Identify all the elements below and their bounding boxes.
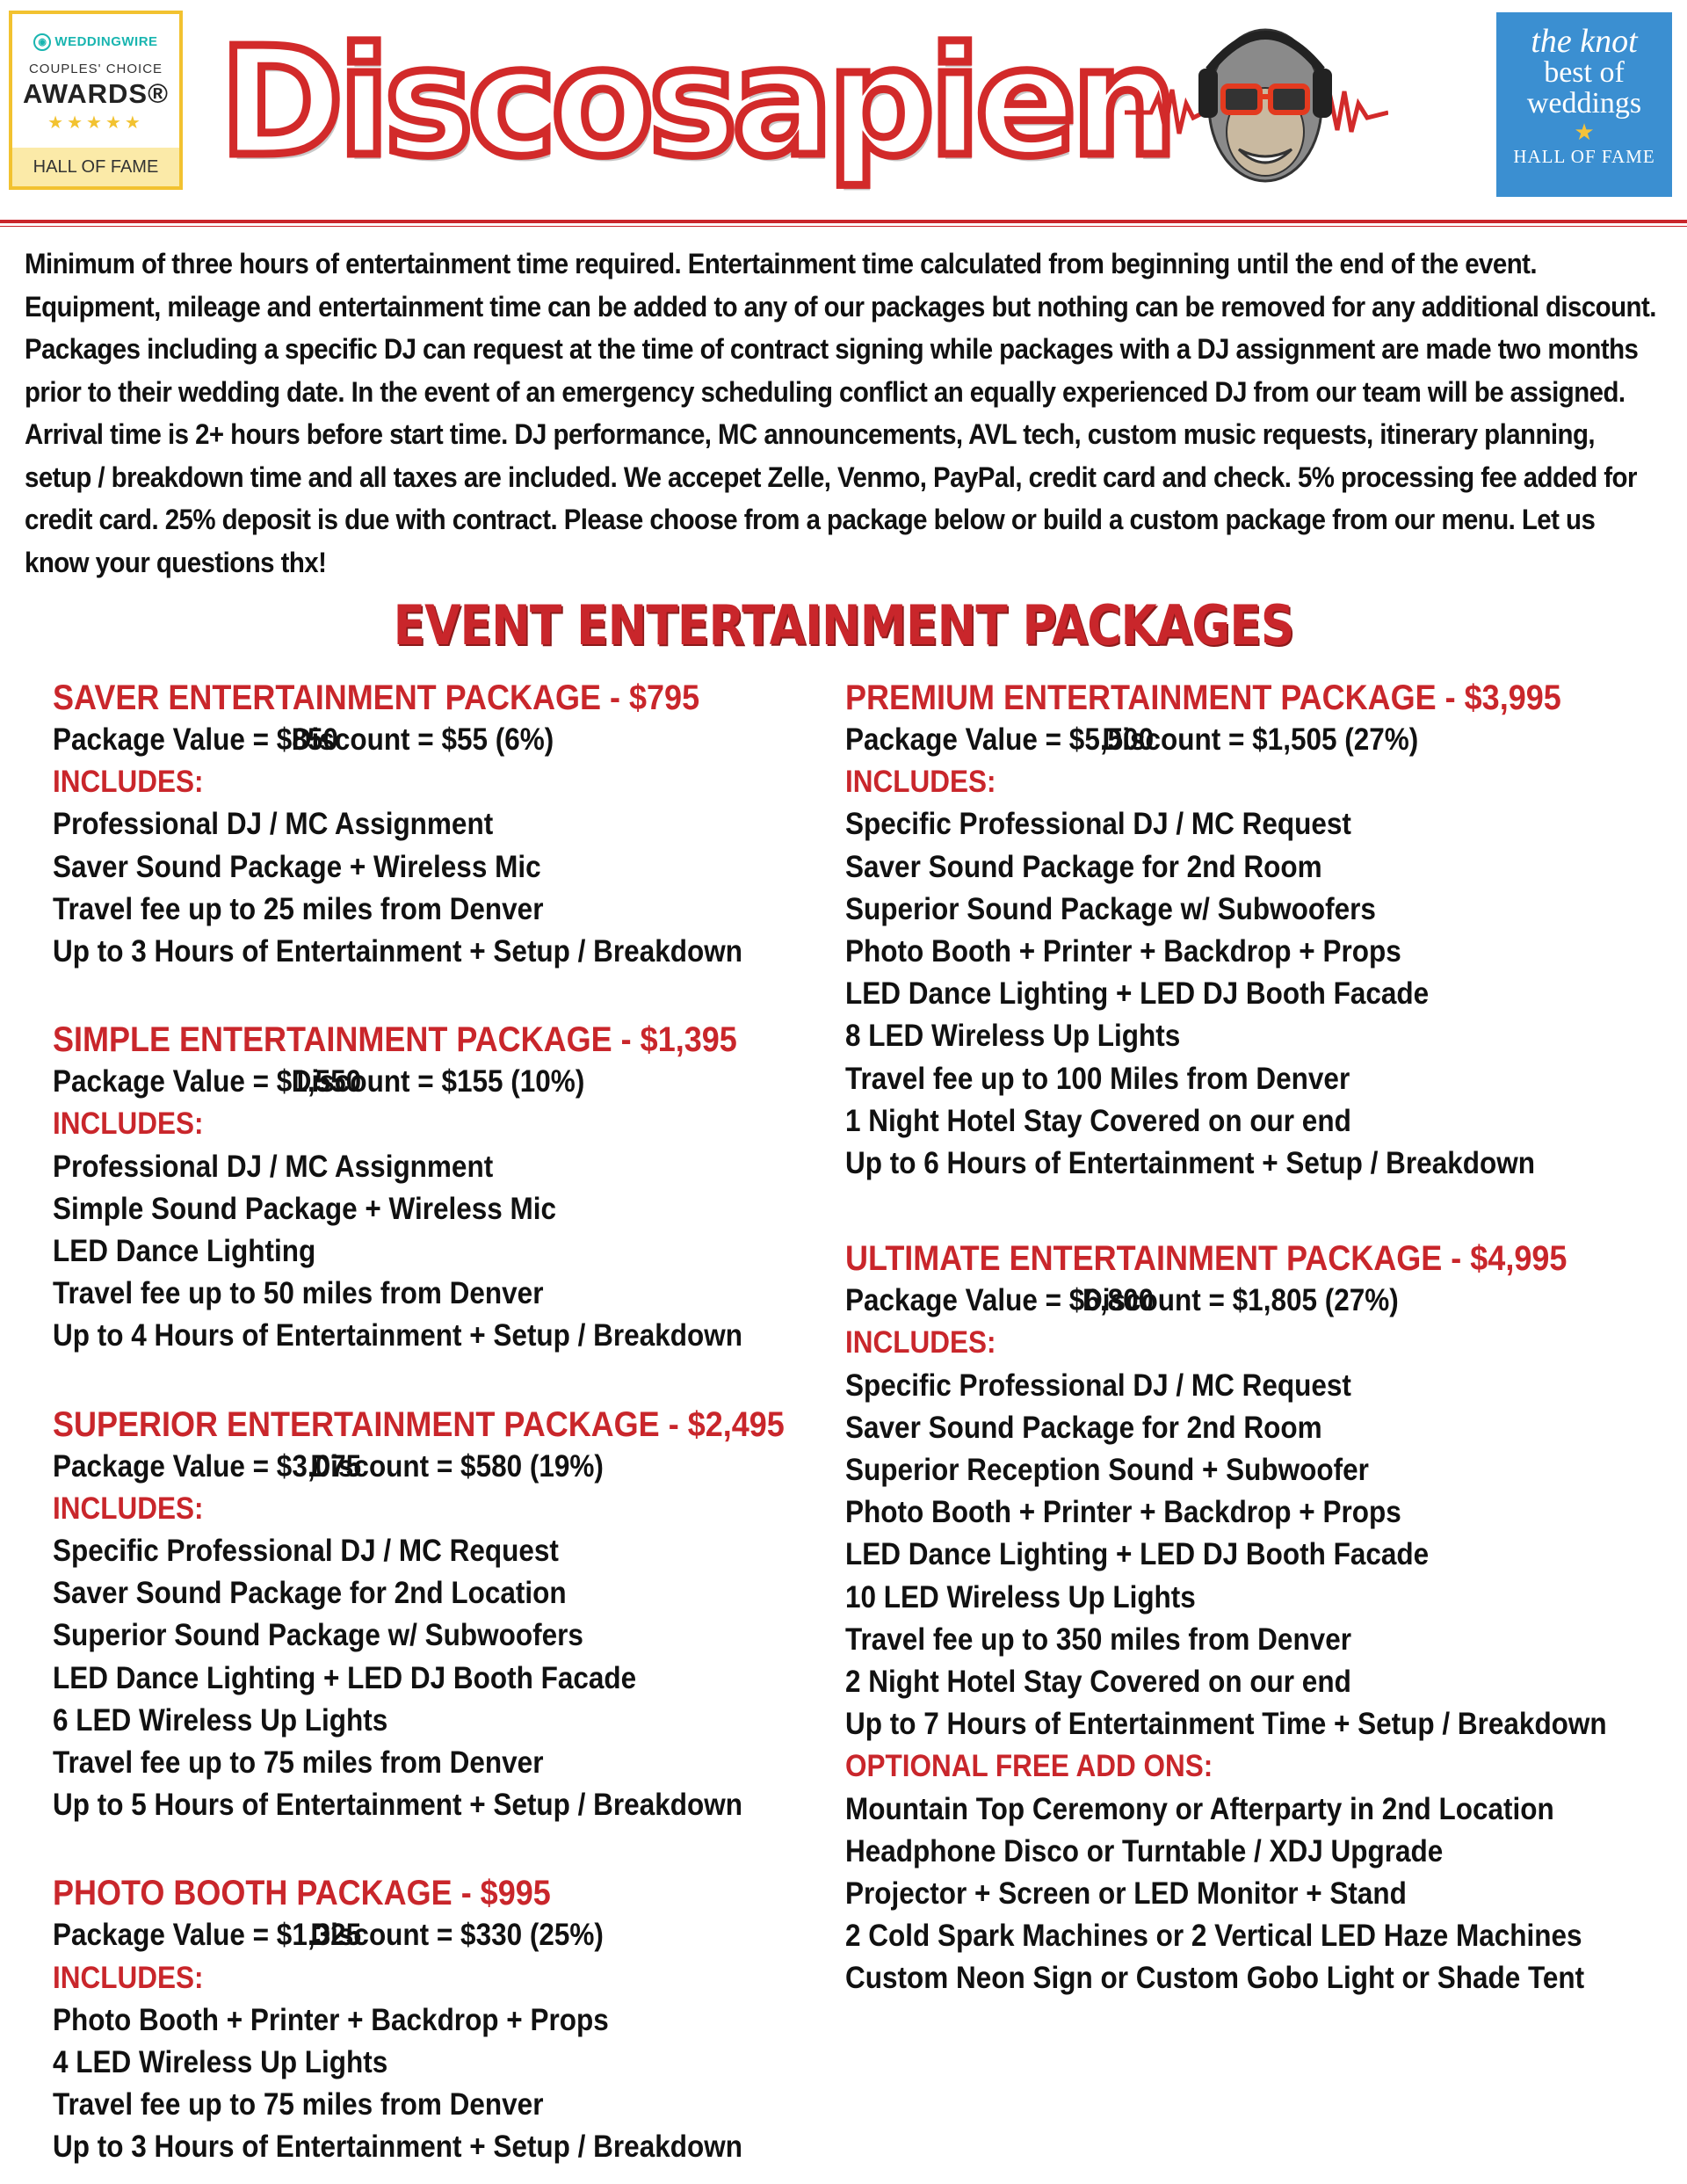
weddingwire-ring-icon: ◉: [33, 33, 51, 51]
package-item: Travel fee up to 25 miles from Denver: [53, 891, 544, 926]
weddingwire-brand: ◉ WEDDINGWIRE: [12, 33, 179, 51]
package-item: Up to 3 Hours of Entertainment + Setup / Breakdown: [53, 2130, 742, 2165]
package-item: Up to 6 Hours of Entertainment + Setup / Breakdown: [845, 1146, 1535, 1181]
includes-label: INCLUDES:: [53, 1491, 204, 1526]
package-item: Up to 3 Hours of Entertainment + Setup / Breakdown: [53, 934, 742, 969]
right-package-column: [845, 677, 1654, 2000]
package-item: Photo Booth + Printer + Backdrop + Props: [845, 934, 1401, 969]
package-value: Package Value = $5,500: [845, 722, 1155, 757]
package-value: Package Value = $1,550: [53, 1064, 362, 1099]
package-discount: Discount = $580 (19%): [310, 1448, 604, 1484]
package-block: [845, 1237, 1654, 1999]
includes-label: INCLUDES:: [845, 765, 996, 800]
package-item: LED Dance Lighting + LED DJ Booth Facade: [53, 1660, 637, 1695]
package-item: Travel fee up to 100 Miles from Denver: [845, 1061, 1350, 1096]
package-value: Package Value = $1,325: [53, 1918, 362, 1953]
includes-label: INCLUDES:: [53, 765, 204, 800]
package-value: Package Value = $850: [53, 722, 338, 757]
package-discount: Discount = $155 (10%): [291, 1064, 585, 1099]
package-item: Up to 5 Hours of Entertainment + Setup / Breakdown: [53, 1788, 742, 1823]
logo-wordmark: Discosapien: [220, 16, 1173, 190]
package-item: Up to 7 Hours of Entertainment Time + Setup / Breakdown: [845, 1707, 1607, 1742]
badge-stars-icon: ★★★★★: [47, 113, 144, 133]
badge-line-couples-choice: COUPLES' CHOICE: [28, 62, 163, 76]
includes-label: INCLUDES:: [53, 1960, 204, 1995]
package-item: Specific Professional DJ / MC Request: [845, 807, 1351, 842]
package-block: [845, 677, 1654, 1185]
package-item: Superior Reception Sound + Subwoofer: [845, 1453, 1369, 1488]
package-item: 1 Night Hotel Stay Covered on our end: [845, 1103, 1351, 1138]
package-item: Travel fee up to 75 miles from Denver: [53, 1745, 544, 1781]
addon-item: 2 Cold Spark Machines or 2 Vertical LED Haze Machines: [845, 1919, 1582, 1954]
package-item: Superior Sound Package w/ Subwoofers: [845, 891, 1376, 926]
includes-label: INCLUDES:: [53, 1107, 204, 1142]
package-item: LED Dance Lighting + LED DJ Booth Facade: [845, 1537, 1430, 1572]
package-block: [53, 1404, 861, 1827]
dj-monkey-mascot-icon: [1125, 9, 1388, 211]
package-discount: Discount = $330 (25%): [310, 1918, 604, 1953]
knot-best-of: best of: [1544, 56, 1625, 89]
addon-item: Projector + Screen or LED Monitor + Stand: [845, 1876, 1407, 1912]
knot-hall-of-fame: HALL OF FAME: [1513, 146, 1655, 167]
package-item: Travel fee up to 50 miles from Denver: [53, 1276, 544, 1311]
package-item: 8 LED Wireless Up Lights: [845, 1019, 1181, 1054]
package-item: Photo Booth + Printer + Backdrop + Props: [845, 1495, 1401, 1530]
package-discount: Discount = $1,805 (27%): [1082, 1283, 1399, 1318]
package-item: Travel fee up to 75 miles from Denver: [53, 2087, 544, 2122]
package-item: 6 LED Wireless Up Lights: [53, 1702, 388, 1738]
package-item: LED Dance Lighting + LED DJ Booth Facade: [845, 976, 1430, 1012]
addon-item: Mountain Top Ceremony or Afterparty in 2nd Location: [845, 1791, 1554, 1826]
header-divider: [0, 220, 1687, 223]
package-title: ULTIMATE ENTERTAINMENT PACKAGE - $4,995: [845, 1239, 1568, 1279]
knot-star-icon: ★: [1574, 119, 1595, 145]
package-item: 10 LED Wireless Up Lights: [845, 1579, 1196, 1614]
package-value: Package Value = $3,075: [53, 1448, 362, 1484]
package-item: Saver Sound Package + Wireless Mic: [53, 849, 541, 884]
package-block: [53, 1019, 861, 1357]
package-value-row: [53, 719, 859, 761]
badge-line-awards: AWARDS®: [23, 78, 169, 109]
the-knot-hall-of-fame-badge: [1496, 12, 1672, 197]
package-item: Simple Sound Package + Wireless Mic: [53, 1191, 557, 1226]
page-title: EVENT ENTERTAINMENT PACKAGES: [393, 593, 1294, 657]
includes-label: INCLUDES:: [845, 1325, 996, 1360]
header: [0, 0, 1687, 220]
weddingwire-award-badge: [9, 11, 183, 190]
package-item: Up to 4 Hours of Entertainment + Setup / Breakdown: [53, 1318, 742, 1353]
package-value-row: [53, 1914, 859, 1956]
package-value-row: [845, 719, 1652, 761]
package-item: Photo Booth + Printer + Backdrop + Props: [53, 2002, 609, 2037]
knot-brand: the knot: [1531, 23, 1638, 60]
knot-weddings: weddings: [1526, 87, 1642, 120]
package-title: SIMPLE ENTERTAINMENT PACKAGE - $1,395: [53, 1020, 737, 1060]
package-value-row: [53, 1061, 859, 1103]
package-title: PHOTO BOOTH PACKAGE - $995: [53, 1874, 551, 1913]
package-value-row: [53, 1446, 859, 1488]
package-item: Professional DJ / MC Assignment: [53, 807, 494, 842]
package-discount: Discount = $1,505 (27%): [1102, 722, 1419, 757]
package-item: Specific Professional DJ / MC Request: [845, 1368, 1351, 1403]
left-package-column: [53, 677, 861, 2169]
package-item: LED Dance Lighting: [53, 1234, 316, 1269]
intro-paragraph: Minimum of three hours of entertainment time required. Entertainment time calculated from beginning until the end of the event. Equipment, mileage and entertainment time can be added to any of our packages but nothing can be removed for any additional discount. Packages including a specific DJ can request at the time of contract signing while packages with a DJ assignment are made two months prior to their wedding date. In the event of an emergency scheduling conflict an equally experienced DJ from our team will be assigned. Arrival time is 2+ hours before start time. DJ performance, MC announcements, AVL tech, custom music requests, itinerary planning, setup / breakdown time and all taxes are included. We accepet Zelle, Venmo, PayPal, credit card and check. 5% processing fee added for credit card. 25% deposit is due with contract. Please choose from a package below or build a custom package from our menu. Let us know your questions thx!: [25, 248, 1656, 578]
package-item: Saver Sound Package for 2nd Room: [845, 849, 1322, 884]
package-discount: Discount = $55 (6%): [291, 722, 554, 757]
package-item: Superior Sound Package w/ Subwoofers: [53, 1618, 583, 1653]
addon-item: Headphone Disco or Turntable / XDJ Upgrade: [845, 1833, 1444, 1868]
package-title: SUPERIOR ENTERTAINMENT PACKAGE - $2,495: [53, 1404, 785, 1444]
package-item: Saver Sound Package for 2nd Location: [53, 1576, 567, 1611]
package-item: Professional DJ / MC Assignment: [53, 1149, 494, 1184]
discosapien-logo: [193, 9, 1213, 202]
addon-item: Custom Neon Sign or Custom Gobo Light or Shade Tent: [845, 1961, 1585, 1996]
package-item: Specific Professional DJ / MC Request: [53, 1534, 559, 1569]
addons-label: OPTIONAL FREE ADD ONS:: [845, 1749, 1213, 1784]
package-title: SAVER ENTERTAINMENT PACKAGE - $795: [53, 678, 700, 717]
package-item: 4 LED Wireless Up Lights: [53, 2045, 388, 2080]
package-block: [53, 677, 861, 973]
package-item: Travel fee up to 350 miles from Denver: [845, 1622, 1351, 1657]
badge-hall-of-fame: HALL OF FAME: [12, 148, 179, 186]
package-item: 2 Night Hotel Stay Covered on our end: [845, 1665, 1351, 1700]
header-divider-thin: [0, 226, 1687, 227]
package-item: Saver Sound Package for 2nd Room: [845, 1410, 1322, 1445]
package-title: PREMIUM ENTERTAINMENT PACKAGE - $3,995: [845, 678, 1561, 717]
package-block: [53, 1872, 861, 2168]
package-value: Package Value = $6,800: [845, 1283, 1155, 1318]
package-value-row: [845, 1280, 1652, 1322]
